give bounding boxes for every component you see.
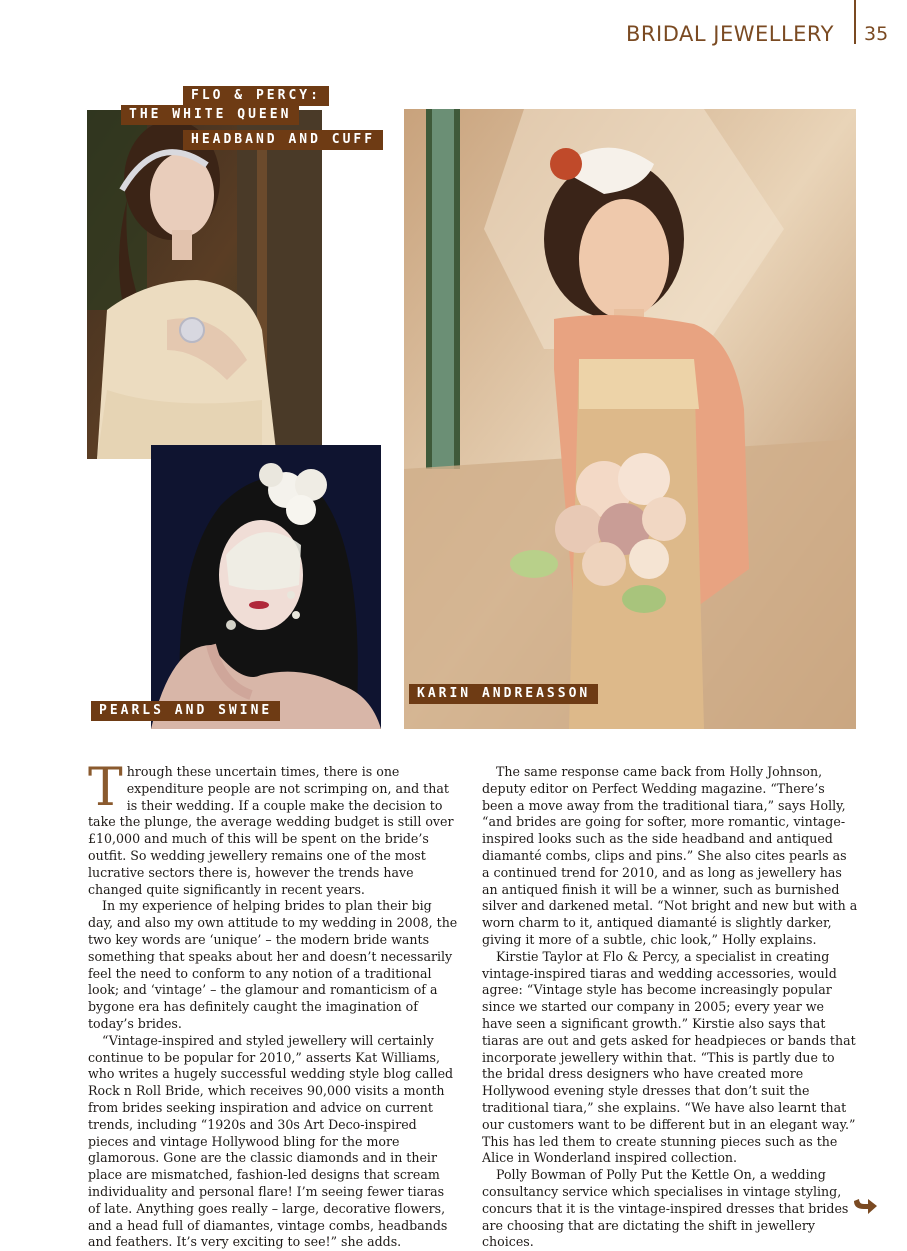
page-number: 35: [864, 23, 889, 45]
paragraph: The same response came back from Holly Johnson, deputy editor on Perfect Wedding magazine. “There’s been a move away from the traditional tiara,” says Holly, “and brides are going for softer, more romantic, vintage-inspired looks such as the side headband and antiqued diamanté combs, clips and pins.” She also cites pearls as a continued trend for 2010, and as long as jewellery has an antiqued finish it will be a winner, such as burnished silver and darkened metal. “Not bright and new but with a worn charm to it, antiqued diamanté is slightly darker, giving it more of a subtle, chic look,” Holly explains.: [482, 764, 858, 947]
drop-cap: T: [88, 758, 123, 818]
photo-pearls-and-swine: [151, 445, 381, 729]
paragraph: hrough these uncertain times, there is one expenditure people are not scrimping on, and that is their wedding. If a couple make the decision to take the plunge, the average wedding budget is still over £10,000 and much of this will be spent on the bride’s outfit. So wedding jewellery remains one of the most lucrative sectors there is, however the trends have changed quite significantly in recent years.: [88, 764, 454, 897]
section-title: BRIDAL JEWELLERY: [626, 22, 834, 46]
arrow-right-icon[interactable]: [852, 1197, 878, 1215]
article-column-1: [88, 758, 460, 1251]
caption-karin-andreasson: KARIN ANDREASSON: [409, 684, 598, 704]
caption-flo-percy-line-3: HEADBAND AND CUFF: [183, 130, 383, 150]
caption-pearls-and-swine: PEARLS AND SWINE: [91, 701, 280, 721]
paragraph: “Vintage-inspired and styled jewellery will certainly continue to be popular for 2010,” asserts Kat Williams, who writes a hugely successful wedding style blog called Rock n Roll Bride, which receives 90,000 visits a month from brides seeking inspiration and advice on current trends, including “1920s and 30s Art Deco-inspired pieces and vintage Hollywood bling for the more glamorous. Gone are the classic diamonds and in their place are mismatched, fashion-led designs that scream individuality and personal flare! I’m seeing fewer tiaras of late. Anything goes really – large, decorative flowers, and a head full of diamantes, vintage combs, headbands and feathers. It’s very exciting to see!” she adds.: [88, 1032, 454, 1250]
photo-white-queen-headband: [87, 110, 322, 459]
header-divider: [854, 0, 856, 44]
paragraph: In my experience of helping brides to plan their big day, and also my own attitude to my wedding in 2008, the two key words are ‘unique’ – the modern bride wants something that speaks about her and doesn’t necessarily feel the need to conform to any notion of a traditional look; and ‘vintage’ – the glamour and romanticism of a bygone era has definitely caught the imagination of today’s brides.: [88, 898, 458, 1031]
caption-flo-percy-line-1: FLO & PERCY:: [183, 86, 329, 106]
photo-karin-andreasson: [404, 109, 856, 729]
paragraph: Kirstie Taylor at Flo & Percy, a specialist in creating vintage-inspired tiaras and wedding accessories, would agree: “Vintage style has become increasingly popular since we started our company in 2005; every year we have seen a significant growth.” Kirstie also says that tiaras are out and gets asked for headpieces or bands that incorporate jewellery within that. “This is partly due to the bridal dress designers who have created more Hollywood evening style dresses that don’t suit the traditional tiara,” she explains. “We have also learnt that our customers want to be different but in an elegant way.” This has led them to create stunning pieces such as the Alice in Wonderland inspired collection.: [482, 948, 856, 1166]
caption-flo-percy-line-2: THE WHITE QUEEN: [121, 105, 299, 125]
paragraph: Polly Bowman of Polly Put the Kettle On, a wedding consultancy service which specialises in vintage styling, concurs that it is the vintage-inspired dresses that brides are choosing that are dictating the shift in jewellery choices.: [482, 1167, 849, 1250]
article-column-2: [482, 764, 858, 1251]
